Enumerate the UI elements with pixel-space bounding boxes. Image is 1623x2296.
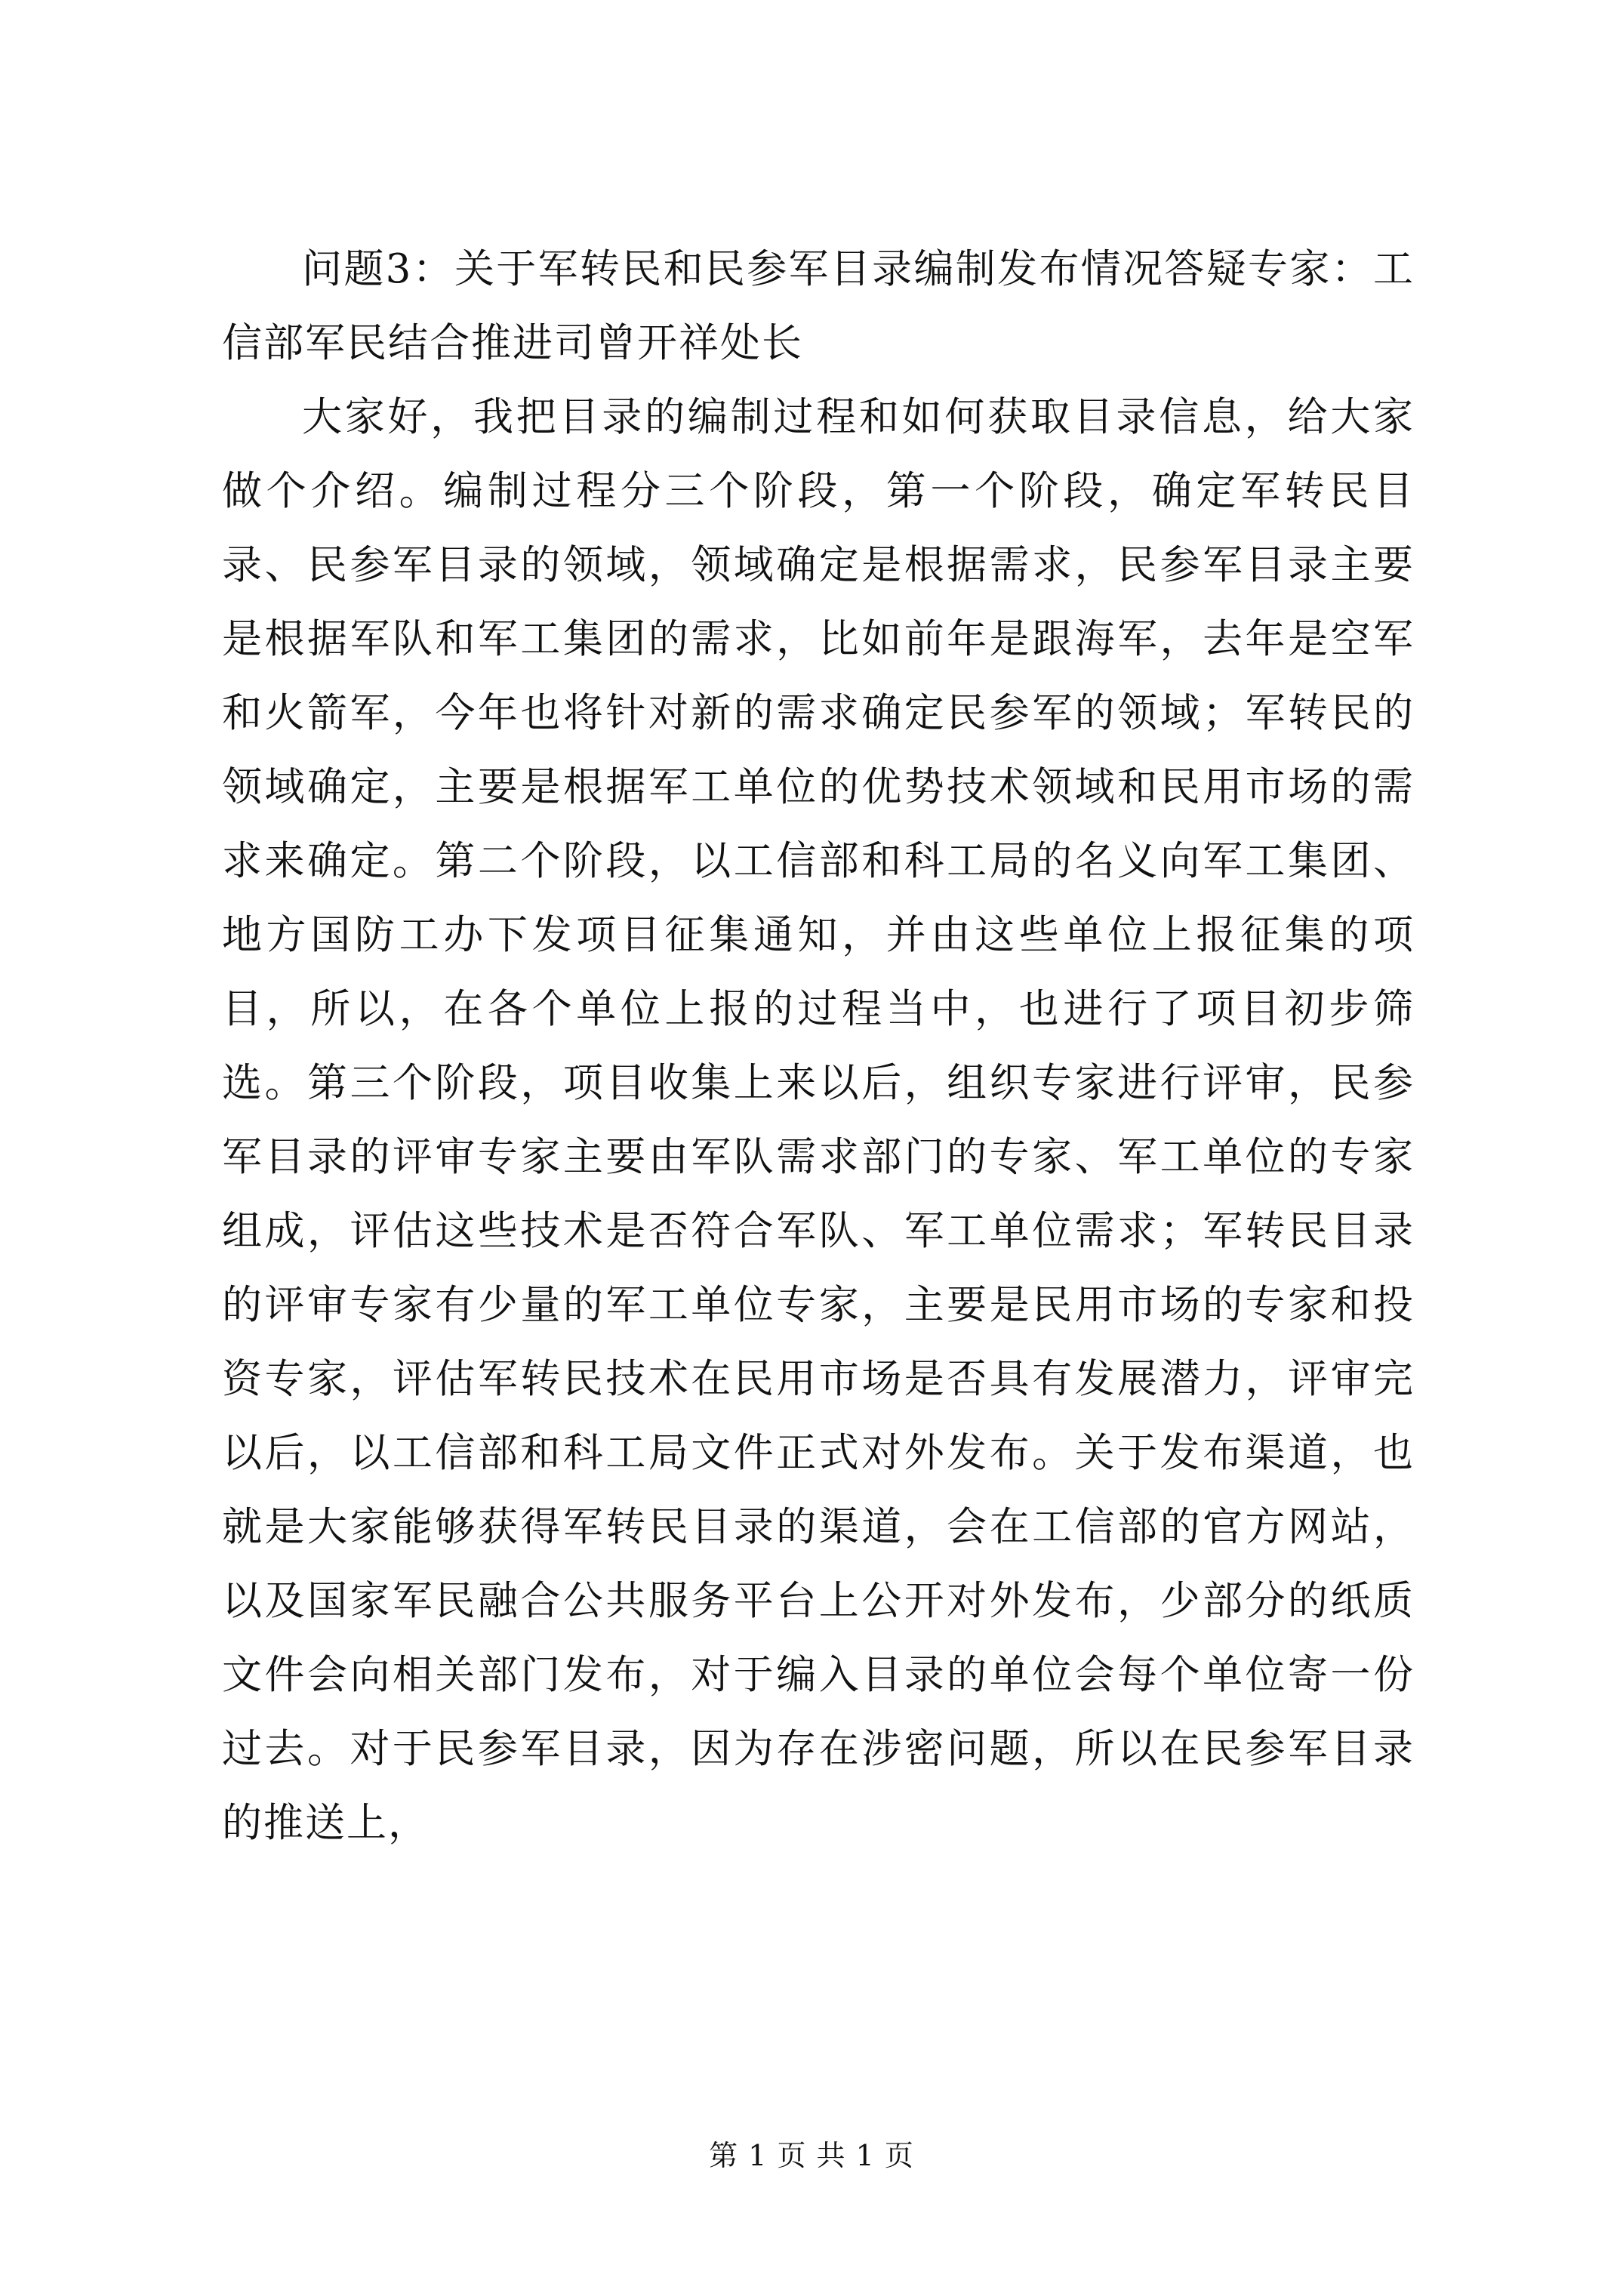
page-footer: 第 1 页 共 1 页 [709, 2139, 914, 2172]
question-heading-paragraph: 问题3：关于军转民和民参军目录编制发布情况答疑专家：工信部军民结合推进司曾开祥处长 [222, 246, 1415, 366]
document-body [222, 233, 1415, 1860]
answer-paragraph: 大家好，我把目录的编制过程和如何获取目录信息，给大家做个介绍。编制过程分三个阶段，第一个阶段，确定军转民目录、民参军目录的领域，领域确定是根据需求，民参军目录主要是根据军队和军工集团的需求，比如前年是跟海军，去年是空军和火箭军，今年也将针对新的需求确定民参军的领域；军转民的领域确定，主要是根据军工单位的优势技术领域和民用市场的需求来确定。第二个阶段，以工信部和科工局的名义向军工集团、地方国防工办下发项目征集通知，并由这些单位上报征集的项目，所以，在各个单位上报的过程当中，也进行了项目初步筛选。第三个阶段，项目收集上来以后，组织专家进行评审，民参军目录的评审专家主要由军队需求部门的专家、军工单位的专家组成，评估这些技术是否符合军队、军工单位需求；军转民目录的评审专家有少量的军工单位专家，主要是民用市场的专家和投资专家，评估军转民技术在民用市场是否具有发展潜力，评审完以后，以工信部和科工局文件正式对外发布。关于发布渠道，也就是大家能够获得军转民目录的渠道，会在工信部的官方网站，以及国家军民融合公共服务平台上公开对外发布，少部分的纸质文件会向相关部门发布，对于编入目录的单位会每个单位寄一份过去。对于民参军目录，因为存在涉密问题，所以在民参军目录的推送上， [222, 394, 1415, 1846]
